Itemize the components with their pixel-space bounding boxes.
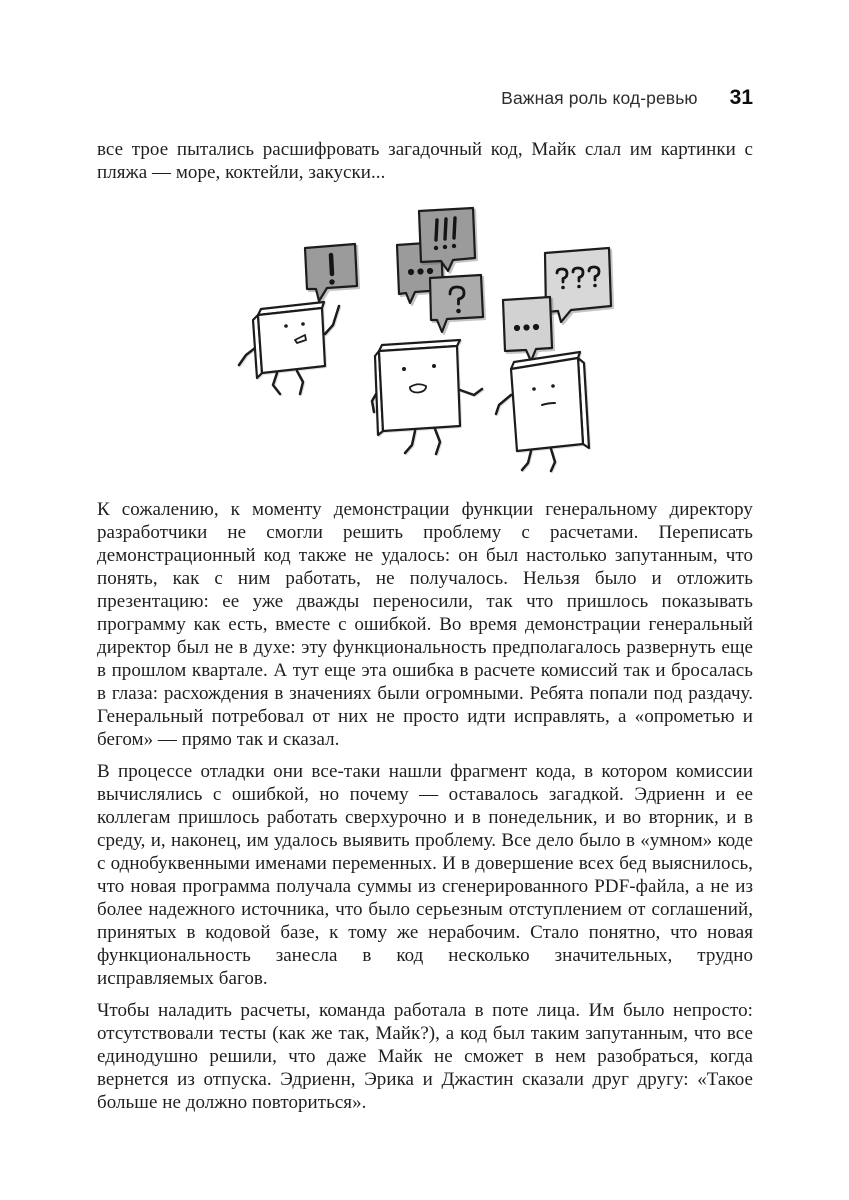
illustration-talking-boxes xyxy=(229,198,649,488)
text-column xyxy=(97,138,753,1123)
speech-bubble-exclaim xyxy=(305,244,357,301)
paragraph-resolution: Чтобы наладить расчеты, команда работала в поте лица. Им было непросто: отсутствовали тесты (как же так, Майк?), а код был таким запутанным, что все единодушно решили, что даже Майк не сможет в нем разобраться, когда вернется из отпуска. Эдриенн, Эрика и Джастин сказали друг другу: «Такое больше не должно повториться». xyxy=(97,1000,753,1113)
speech-bubble-question xyxy=(430,275,483,332)
speech-bubble-triple-question xyxy=(545,248,611,322)
running-head xyxy=(501,86,753,110)
paragraph-demo-failure: К сожалению, к моменту демонстрации функции генеральному директору разработчики не смогли решить проблему с расчетами. Переписать демонстрационный код также не удалось: он был настолько запутанным, что понять, как с ним работать, не получалось. Нельзя было и отложить презентацию: ее уже дважды переносили, так что пришлось показывать программу как есть, вместе с ошибкой. Во время демонстрации генеральный директор был не в духе: эту функциональность предполагалось развернуть еще в прошлом квартале. А тут еще эта ошибка в расчете комиссий так и бросалась в глаза: расхождения в значениях были огромными. Ребята попали под раздачу. Генеральный потребовал от них не просто идти исправлять, а «опрометью и бегом» — прямо так и сказал. xyxy=(97,499,753,750)
character-left xyxy=(239,302,339,394)
character-right xyxy=(496,352,589,471)
paragraph-debugging: В процессе отладки они все-таки нашли фрагмент кода, в котором комиссии вычислялись с ошибкой, но почему — оставалось загадкой. Эдриенн и ее коллегам пришлось работать сверхурочно и в понедельник, и во вторник, и в среду, и, наконец, им удалось выявить проблему. Все дело было в «умном» коде с однобуквенными именами переменных. И в довершение всех бед выяснилось, что новая программа получала суммы из сгенерированного PDF-файла, а не из более надежного источника, что было серьезным отступлением от соглашений, принятых в кодовой базе, к тому же нерабочим. Стало понятно, что новая функциональность занесла в код несколько значительных, трудно исправляемых багов. xyxy=(97,761,753,989)
character-middle xyxy=(372,340,482,454)
speech-bubble-ellipsis-right xyxy=(503,297,552,361)
speech-bubble-triple-exclaim xyxy=(419,208,475,271)
page-number: 31 xyxy=(729,86,753,109)
illustration-svg xyxy=(229,198,649,488)
paragraph-intro: все трое пытались расшифровать загадочный код, Майк слал им картинки с пляжа — море, коктейли, закуски... xyxy=(97,139,753,183)
chapter-title: Важная роль код-ревью xyxy=(501,88,698,108)
